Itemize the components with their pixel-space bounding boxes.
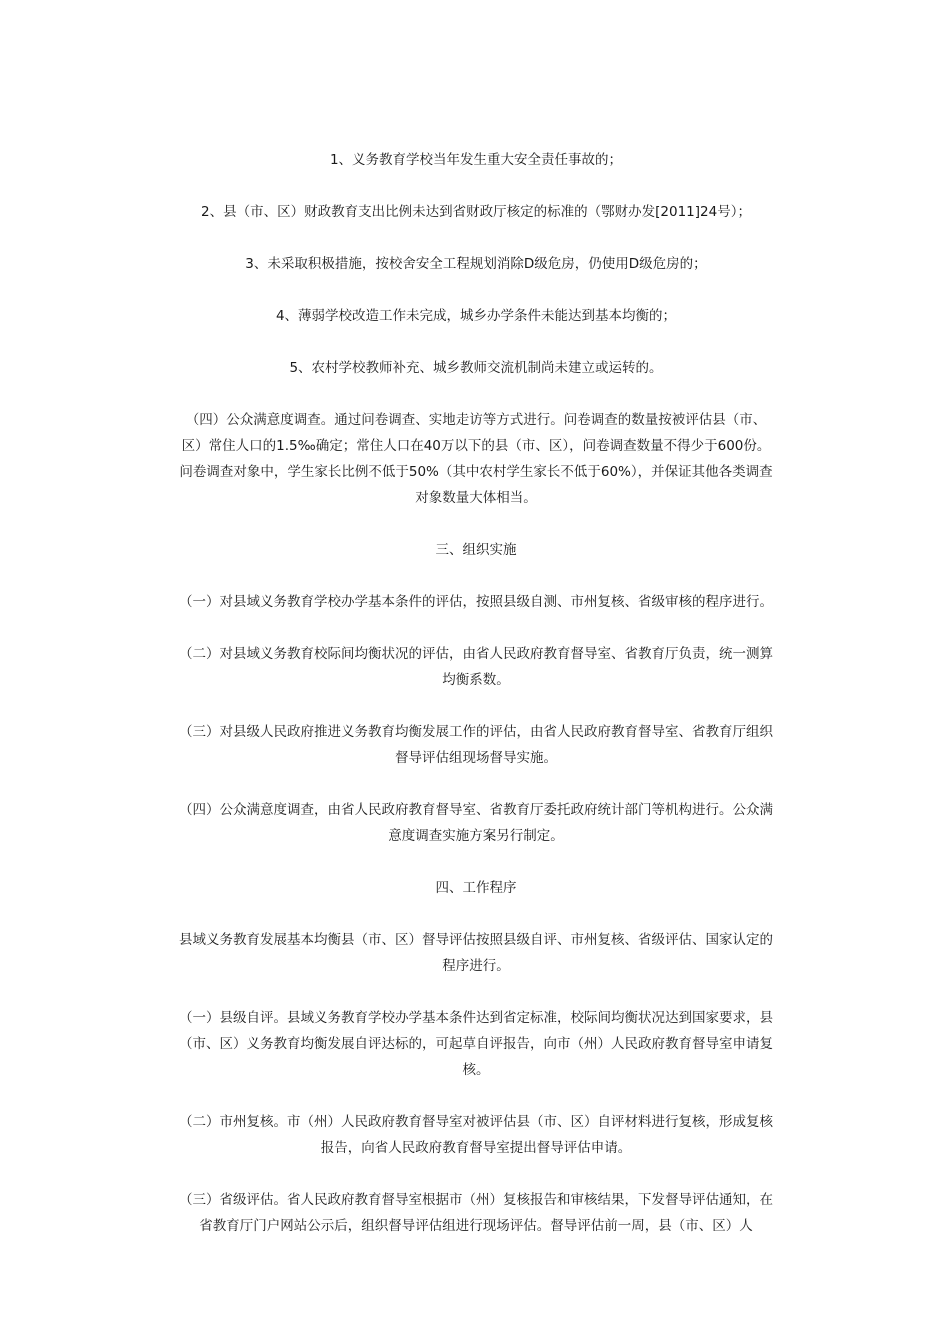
- paragraph-org-3: （三）对县级人民政府推进义务教育均衡发展工作的评估，由省人民政府教育督导室、省教育厅组织督导评估组现场督导实施。: [179, 724, 773, 766]
- paragraph-org-1: （一）对县域义务教育学校办学基本条件的评估，按照县级自测、市州复核、省级审核的程序进行。: [179, 594, 773, 610]
- list-item-2: 2、县（市、区）财政教育支出比例未达到省财政厅核定的标准的（鄂财办发[2011]24号）；: [201, 204, 751, 220]
- paragraph-procedure-3: （三）省级评估。省人民政府教育督导室根据市（州）复核报告和审核结果，下发督导评估通知，在省教育厅门户网站公示后，组织督导评估组进行现场评估。督导评估前一周，县（市、区）人: [179, 1192, 773, 1234]
- document-body: [178, 147, 774, 1239]
- paragraph-org-2: （二）对县域义务教育校际间均衡状况的评估，由省人民政府教育督导室、省教育厅负责，统一测算均衡系数。: [179, 646, 773, 688]
- paragraph-public-survey: （四）公众满意度调查。通过问卷调查、实地走访等方式进行。问卷调查的数量按被评估县（市、区）常住人口的1.5‰确定；常住人口在40万以下的县（市、区），问卷调查数量不得少于600份。问卷调查对象中，学生家长比例不低于50%（其中农村学生家长不低于60%），并保证其他各类调查对象数量大体相当。: [179, 412, 773, 506]
- paragraph-procedure-intro: 县域义务教育发展基本均衡县（市、区）督导评估按照县级自评、市州复核、省级评估、国家认定的程序进行。: [179, 932, 773, 974]
- paragraph-org-4: （四）公众满意度调查，由省人民政府教育督导室、省教育厅委托政府统计部门等机构进行。公众满意度调查实施方案另行制定。: [179, 802, 773, 844]
- list-item-5: 5、农村学校教师补充、城乡教师交流机制尚未建立或运转的。: [289, 360, 663, 376]
- list-item-1: 1、义务教育学校当年发生重大安全责任事故的；: [329, 152, 623, 168]
- section-heading-organization: 三、组织实施: [435, 542, 517, 558]
- paragraph-procedure-2: （二）市州复核。市（州）人民政府教育督导室对被评估县（市、区）自评材料进行复核，形成复核报告，向省人民政府教育督导室提出督导评估申请。: [179, 1114, 773, 1156]
- paragraph-procedure-1: （一）县级自评。县域义务教育学校办学基本条件达到省定标准，校际间均衡状况达到国家要求，县（市、区）义务教育均衡发展自评达标的，可起草自评报告，向市（州）人民政府教育督导室申请复核。: [179, 1010, 773, 1078]
- list-item-4: 4、薄弱学校改造工作未完成，城乡办学条件未能达到基本均衡的；: [275, 308, 677, 324]
- list-item-3: 3、未采取积极措施，按校舍安全工程规划消除D级危房，仍使用D级危房的；: [245, 256, 707, 272]
- section-heading-procedure: 四、工作程序: [435, 880, 517, 896]
